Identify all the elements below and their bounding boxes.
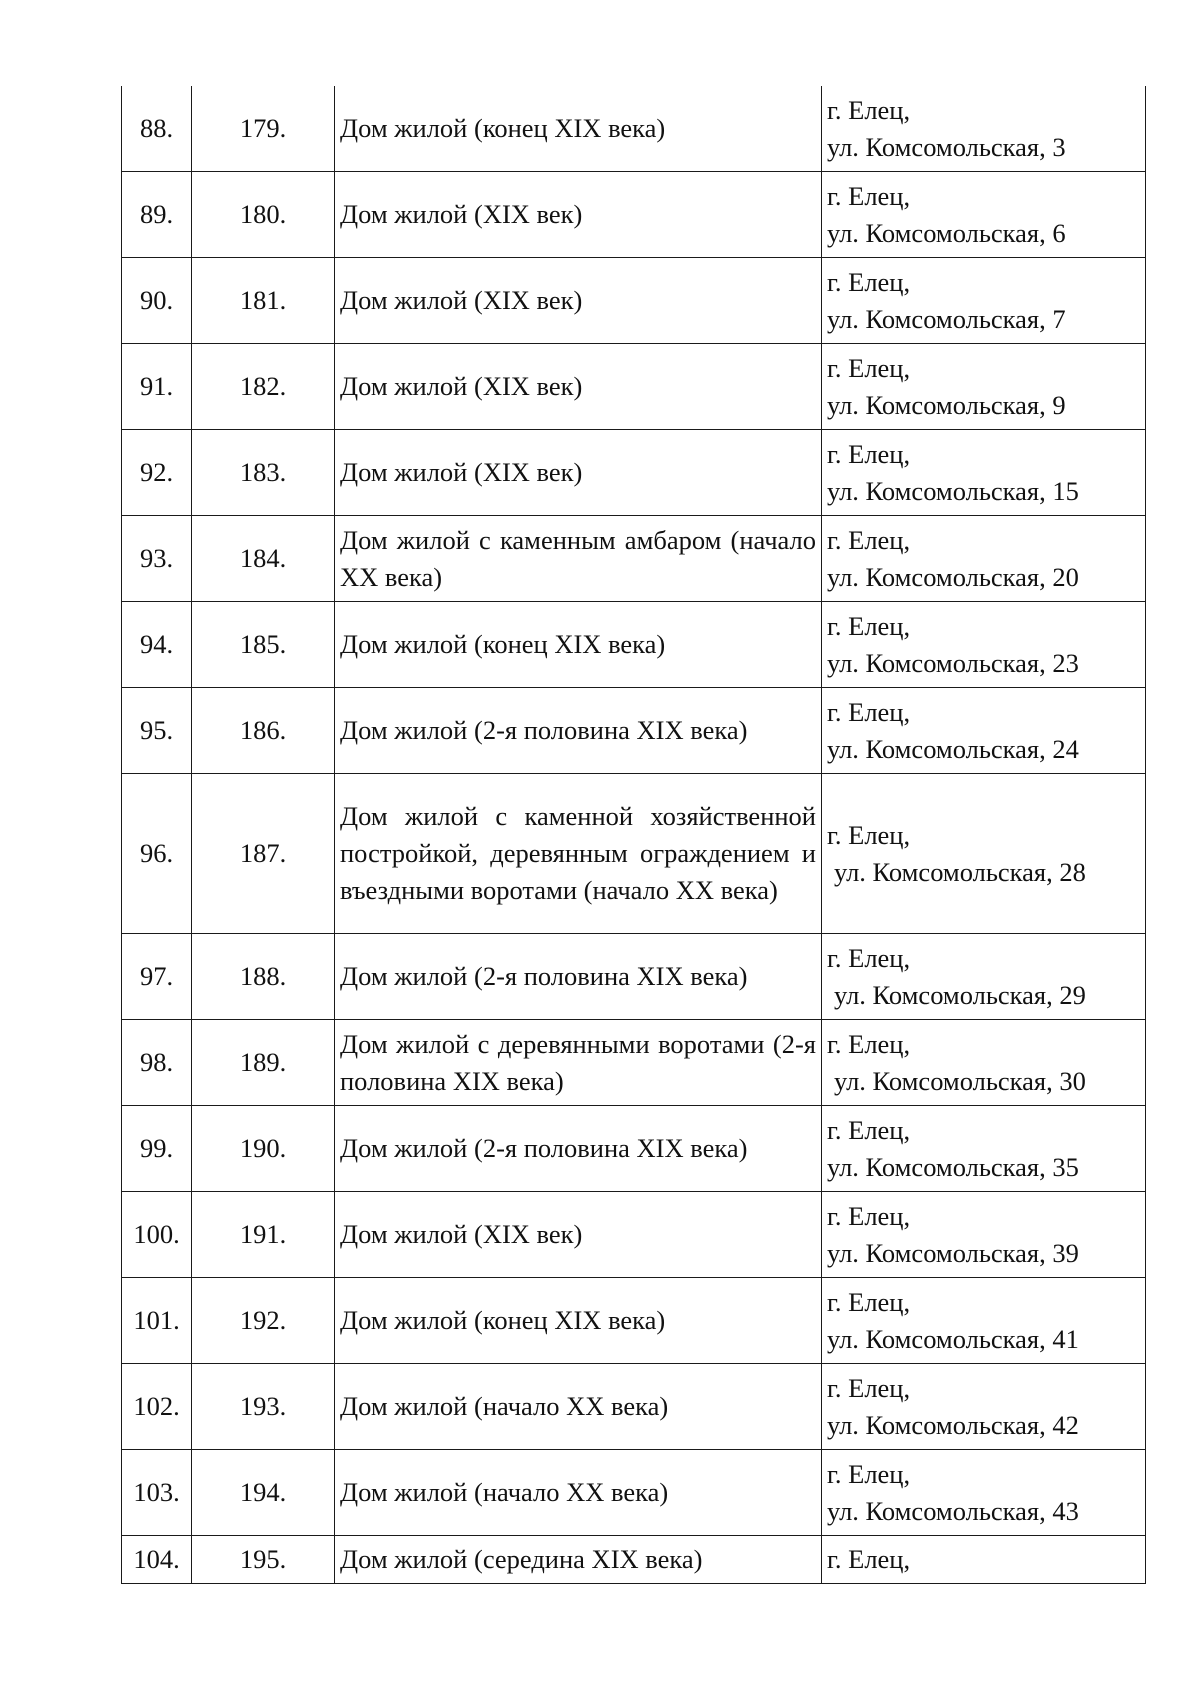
registry-number-cell: 191.	[192, 1192, 335, 1278]
address-cell	[822, 774, 1146, 934]
address-cell	[822, 430, 1146, 516]
address-cell	[822, 1192, 1146, 1278]
object-name-cell: Дом жилой с деревянными воротами (2-я половина XIX века)	[335, 1020, 822, 1106]
address-street: ул. Комсомольская, 23	[827, 647, 1079, 678]
row-number-cell: 103.	[122, 1450, 192, 1536]
address-city: г. Елец,	[827, 1544, 911, 1574]
registry-number-cell: 187.	[192, 774, 335, 934]
table-row	[122, 602, 1146, 688]
address-street: ул. Комсомольская, 7	[827, 303, 1066, 334]
registry-number-cell: 184.	[192, 516, 335, 602]
object-name-cell: Дом жилой (XIX век)	[335, 430, 822, 516]
row-number-cell: 91.	[122, 344, 192, 430]
registry-number-cell: 182.	[192, 344, 335, 430]
address-street: ул. Комсомольская, 24	[827, 733, 1079, 764]
address-street: ул. Комсомольская, 30	[834, 1065, 1086, 1096]
table-row	[122, 344, 1146, 430]
table-row	[122, 688, 1146, 774]
address-street: ул. Комсомольская, 3	[827, 131, 1066, 162]
address-cell	[822, 1106, 1146, 1192]
table-row	[122, 1106, 1146, 1192]
table-row	[122, 430, 1146, 516]
table-row	[122, 1192, 1146, 1278]
address-cell	[822, 86, 1146, 172]
object-name-cell: Дом жилой с каменным амбаром (начало XX века)	[335, 516, 822, 602]
address-street: ул. Комсомольская, 41	[827, 1323, 1079, 1354]
object-name-cell: Дом жилой (начало XX века)	[335, 1450, 822, 1536]
address-city: г. Елец,	[827, 942, 911, 973]
table-row	[122, 172, 1146, 258]
row-number-cell: 93.	[122, 516, 192, 602]
table-row	[122, 1536, 1146, 1584]
address-city: г. Елец,	[827, 1458, 911, 1489]
address-city: г. Елец,	[827, 1114, 911, 1145]
address-cell	[822, 1020, 1146, 1106]
address-city: г. Елец,	[827, 1028, 911, 1059]
row-number-cell: 99.	[122, 1106, 192, 1192]
address-cell	[822, 1278, 1146, 1364]
row-number-cell: 95.	[122, 688, 192, 774]
address-city: г. Елец,	[827, 696, 911, 727]
address-street: ул. Комсомольская, 42	[827, 1409, 1079, 1440]
registry-number-cell: 186.	[192, 688, 335, 774]
address-cell	[822, 172, 1146, 258]
row-number-cell: 98.	[122, 1020, 192, 1106]
heritage-objects-table	[121, 86, 1146, 1584]
address-street: ул. Комсомольская, 6	[827, 217, 1066, 248]
object-name-cell: Дом жилой (XIX век)	[335, 172, 822, 258]
object-name-cell: Дом жилой (2-я половина XIX века)	[335, 934, 822, 1020]
registry-number-cell: 180.	[192, 172, 335, 258]
table-row	[122, 1278, 1146, 1364]
address-city: г. Елец,	[827, 94, 911, 125]
row-number-cell: 102.	[122, 1364, 192, 1450]
row-number-cell: 101.	[122, 1278, 192, 1364]
registry-number-cell: 181.	[192, 258, 335, 344]
address-street: ул. Комсомольская, 20	[827, 561, 1079, 592]
object-name-cell: Дом жилой (конец XIX века)	[335, 1278, 822, 1364]
row-number-cell: 90.	[122, 258, 192, 344]
address-city: г. Елец,	[827, 610, 911, 641]
table-row	[122, 934, 1146, 1020]
address-cell	[822, 688, 1146, 774]
address-street: ул. Комсомольская, 29	[834, 979, 1086, 1010]
address-city: г. Елец,	[827, 180, 911, 211]
address-city: г. Елец,	[827, 1200, 911, 1231]
registry-number-cell: 179.	[192, 86, 335, 172]
registry-number-cell: 190.	[192, 1106, 335, 1192]
table-row	[122, 516, 1146, 602]
address-street: ул. Комсомольская, 39	[827, 1237, 1079, 1268]
address-city: г. Елец,	[827, 1372, 911, 1403]
registry-number-cell: 183.	[192, 430, 335, 516]
address-city: г. Елец,	[827, 819, 911, 850]
address-cell	[822, 258, 1146, 344]
object-name-cell: Дом жилой (начало XX века)	[335, 1364, 822, 1450]
address-street: ул. Комсомольская, 15	[827, 475, 1079, 506]
object-name-cell: Дом жилой (XIX век)	[335, 1192, 822, 1278]
row-number-cell: 94.	[122, 602, 192, 688]
address-city: г. Елец,	[827, 524, 911, 555]
address-cell	[822, 1450, 1146, 1536]
object-name-cell: Дом жилой (конец XIX века)	[335, 86, 822, 172]
address-cell	[822, 602, 1146, 688]
row-number-cell: 89.	[122, 172, 192, 258]
object-name-cell: Дом жилой с каменной хозяйственной постройкой, деревянным ограждением и въездными воротами (начало XX века)	[335, 774, 822, 934]
address-street: ул. Комсомольская, 43	[827, 1495, 1079, 1526]
registry-number-cell: 194.	[192, 1450, 335, 1536]
address-city: г. Елец,	[827, 438, 911, 469]
table-body	[122, 86, 1146, 1584]
address-city: г. Елец,	[827, 266, 911, 297]
object-name-cell: Дом жилой (XIX век)	[335, 344, 822, 430]
registry-number-cell: 185.	[192, 602, 335, 688]
object-name-cell: Дом жилой (середина XIX века)	[335, 1536, 822, 1584]
address-street: ул. Комсомольская, 9	[827, 389, 1066, 420]
address-cell	[822, 516, 1146, 602]
table-row	[122, 774, 1146, 934]
registry-number-cell: 193.	[192, 1364, 335, 1450]
row-number-cell: 100.	[122, 1192, 192, 1278]
address-street: ул. Комсомольская, 35	[827, 1151, 1079, 1182]
address-cell	[822, 1536, 1146, 1584]
address-cell	[822, 934, 1146, 1020]
row-number-cell: 97.	[122, 934, 192, 1020]
address-street: ул. Комсомольская, 28	[834, 856, 1086, 887]
address-city: г. Елец,	[827, 1286, 911, 1317]
address-cell	[822, 344, 1146, 430]
object-name-cell: Дом жилой (2-я половина XIX века)	[335, 1106, 822, 1192]
row-number-cell: 92.	[122, 430, 192, 516]
table-row	[122, 258, 1146, 344]
registry-number-cell: 189.	[192, 1020, 335, 1106]
address-cell	[822, 1364, 1146, 1450]
table-row	[122, 1364, 1146, 1450]
row-number-cell: 104.	[122, 1536, 192, 1584]
row-number-cell: 88.	[122, 86, 192, 172]
registry-number-cell: 195.	[192, 1536, 335, 1584]
table-row	[122, 1450, 1146, 1536]
address-city: г. Елец,	[827, 352, 911, 383]
object-name-cell: Дом жилой (2-я половина XIX века)	[335, 688, 822, 774]
row-number-cell: 96.	[122, 774, 192, 934]
object-name-cell: Дом жилой (XIX век)	[335, 258, 822, 344]
table-row	[122, 86, 1146, 172]
object-name-cell: Дом жилой (конец XIX века)	[335, 602, 822, 688]
registry-number-cell: 188.	[192, 934, 335, 1020]
table-row	[122, 1020, 1146, 1106]
registry-number-cell: 192.	[192, 1278, 335, 1364]
